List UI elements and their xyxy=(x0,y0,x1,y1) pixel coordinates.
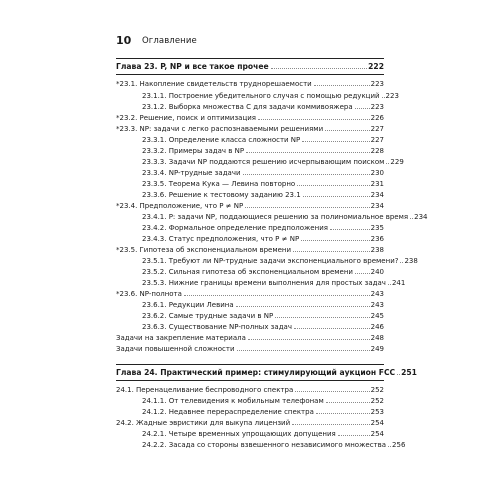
toc-page: 251 xyxy=(401,368,417,377)
toc-subsection-24-2-1[interactable] xyxy=(142,429,384,439)
toc-leader xyxy=(303,196,370,197)
toc-title: 23.4.3. Статус предположения, что P ≠ NP xyxy=(142,235,300,243)
toc-page: 254 xyxy=(370,419,384,427)
page-number: 10 xyxy=(116,34,132,47)
toc-page: 240 xyxy=(370,268,384,276)
toc-title: 24.2.2. Засада со стороны взвешенного независимого множества xyxy=(142,441,387,449)
toc-page: 252 xyxy=(370,397,384,405)
toc-title: 23.3.3. Задачи NP поддаются решению исчерпывающим поиском xyxy=(142,158,385,166)
toc-page: 223 xyxy=(370,80,384,88)
toc-subsection-24-2-2[interactable] xyxy=(142,440,406,450)
toc-leader xyxy=(326,402,370,403)
toc-title: 24.1.1. От телевидения к мобильным телефонам xyxy=(142,397,324,405)
toc-leader xyxy=(184,295,370,296)
toc-subsection-23-6-2[interactable] xyxy=(142,311,384,321)
toc-exercises[interactable] xyxy=(116,333,384,343)
toc-page: 234 xyxy=(370,191,384,199)
toc-page: 235 xyxy=(370,224,384,232)
toc-subsection-23-5-2[interactable] xyxy=(142,267,384,277)
toc-title: 23.3.4. NP-трудные задачи xyxy=(142,169,241,177)
toc-subsection-23-4-2[interactable] xyxy=(142,223,384,233)
toc-chapter-23[interactable] xyxy=(116,62,384,72)
toc-title: 23.6.3. Существование NP-полных задач xyxy=(142,323,292,331)
toc-page: 223 xyxy=(385,92,399,100)
toc-section-24-1[interactable] xyxy=(116,385,384,395)
toc-subsection-23-4-1[interactable] xyxy=(142,212,428,222)
toc-title: 24.2.1. Четыре временных упрощающих допущения xyxy=(142,430,336,438)
toc-title: 24.1. Перенацеливание беспроводного спектра xyxy=(116,386,294,394)
toc-page: 223 xyxy=(370,103,384,111)
toc-title: 23.4.2. Формальное определение предположения xyxy=(142,224,328,232)
toc-leader xyxy=(258,119,370,120)
toc-title: Задачи на закрепление материала xyxy=(116,334,246,342)
toc-subsection-23-3-6[interactable] xyxy=(142,190,384,200)
toc-page: 256 xyxy=(392,441,406,449)
toc-leader xyxy=(237,350,370,351)
toc-leader xyxy=(236,306,370,307)
toc-leader xyxy=(330,229,370,230)
toc-leader xyxy=(295,391,369,392)
toc-title: *23.5. Гипотеза об экспоненциальном времени xyxy=(116,246,292,254)
toc-page: 229 xyxy=(390,158,404,166)
toc-leader xyxy=(292,424,369,425)
toc-title: *23.6. NP-полнота xyxy=(116,290,182,298)
toc-section-23-6[interactable] xyxy=(116,289,384,299)
toc-leader xyxy=(245,207,369,208)
toc-leader xyxy=(243,174,370,175)
toc-page: 228 xyxy=(370,147,384,155)
toc-leader xyxy=(271,68,368,69)
chapter-23-bottom-rule xyxy=(116,74,384,75)
toc-page: 254 xyxy=(370,430,384,438)
toc-leader xyxy=(410,218,413,219)
toc-subsection-23-3-4[interactable] xyxy=(142,168,384,178)
toc-page: 227 xyxy=(370,125,384,133)
toc-chapter-24[interactable] xyxy=(116,368,417,378)
toc-page: 246 xyxy=(370,323,384,331)
toc-title: 23.3.6. Решение к тестовому заданию 23.1 xyxy=(142,191,301,199)
toc-leader xyxy=(301,240,369,241)
toc-title: *23.1. Накопление свидетельств трудноpешаемости xyxy=(116,80,312,88)
toc-leader xyxy=(355,108,370,109)
toc-page: 226 xyxy=(370,114,384,122)
toc-title: 23.6.1. Редукции Левина xyxy=(142,301,234,309)
toc-title: 23.5.3. Нижние границы времени выполнения для простых задач xyxy=(142,279,386,287)
toc-title: 23.6.2. Самые трудные задачи в NP xyxy=(142,312,274,320)
toc-leader xyxy=(314,85,370,86)
toc-subsection-23-5-3[interactable] xyxy=(142,278,406,288)
toc-title: 24.2. Жадные эвристики для выкупа лицензий xyxy=(116,419,291,427)
toc-title: 23.3.2. Примеры задач в NP xyxy=(142,147,245,155)
toc-section-23-1[interactable] xyxy=(116,79,384,89)
toc-section-24-2[interactable] xyxy=(116,418,384,428)
toc-leader xyxy=(294,328,370,329)
toc-page: 243 xyxy=(370,290,384,298)
toc-leader xyxy=(316,413,370,414)
toc-page: 241 xyxy=(391,279,406,287)
toc-subsection-23-3-3[interactable] xyxy=(142,157,404,167)
toc-leader xyxy=(386,163,389,164)
toc-subsection-24-1-1[interactable] xyxy=(142,396,384,406)
toc-section-23-3[interactable] xyxy=(116,124,384,134)
toc-page: 236 xyxy=(370,235,384,243)
toc-leader xyxy=(388,446,391,447)
toc-page: 222 xyxy=(368,62,384,71)
toc-subsection-23-4-3[interactable] xyxy=(142,234,384,244)
toc-page: 243 xyxy=(370,301,384,309)
toc-title: *23.3. NP: задачи с легко распознаваемыми решениями xyxy=(116,125,324,133)
toc-title: Задачи повышенной сложности xyxy=(116,345,235,353)
toc-title: 23.4.1. P: задачи NP, поддающиеся решению за полиномиальное время xyxy=(142,213,409,221)
toc-subsection-23-3-2[interactable] xyxy=(142,146,384,156)
toc-subsection-24-1-2[interactable] xyxy=(142,407,384,417)
toc-title: *23.4. Предположение, что P ≠ NP xyxy=(116,202,244,210)
toc-subsection-23-3-5[interactable] xyxy=(142,179,384,189)
toc-subsection-23-3-1[interactable] xyxy=(142,135,384,145)
toc-leader xyxy=(388,284,391,285)
toc-page: 253 xyxy=(370,408,384,416)
toc-section-23-4[interactable] xyxy=(116,201,384,211)
toc-leader xyxy=(400,262,403,263)
toc-page: 249 xyxy=(370,345,384,353)
toc-leader xyxy=(302,141,369,142)
toc-subsection-23-6-1[interactable] xyxy=(142,300,384,310)
toc-title: 23.3.1. Определение класса сложности NP xyxy=(142,136,301,144)
toc-leader xyxy=(293,251,370,252)
toc-page: 248 xyxy=(370,334,384,342)
toc-section-23-2[interactable] xyxy=(116,113,384,123)
toc-subsection-23-1-1[interactable] xyxy=(142,91,399,101)
toc-page: 234 xyxy=(370,202,384,210)
toc-leader xyxy=(355,273,370,274)
toc-title: *23.2. Решение, поиск и оптимизация xyxy=(116,114,256,122)
toc-title: 24.1.2. Недавнее перераспределение спектра xyxy=(142,408,314,416)
chapter-23-top-rule xyxy=(116,58,384,59)
running-head: Оглавление xyxy=(142,36,197,46)
toc-leader xyxy=(397,374,400,375)
toc-page: 245 xyxy=(370,312,384,320)
toc-title: 23.5.1. Требуют ли NP-трудные задачи экспоненциального времени? xyxy=(142,257,399,265)
toc-leader xyxy=(246,152,370,153)
toc-page: 231 xyxy=(370,180,384,188)
toc-subsection-23-5-1[interactable] xyxy=(142,256,418,266)
toc-page: 252 xyxy=(370,386,384,394)
toc-page: 238 xyxy=(370,246,384,254)
toc-title: 23.1.2. Выборка множества C для задачи коммивояжера xyxy=(142,103,353,111)
toc-leader xyxy=(297,185,369,186)
toc-page: 234 xyxy=(414,213,428,221)
toc-title: 23.3.5. Теорема Кука — Левина повторно xyxy=(142,180,296,188)
toc-subsection-23-1-2[interactable] xyxy=(142,102,384,112)
toc-leader xyxy=(338,435,370,436)
toc-leader xyxy=(325,130,369,131)
toc-section-23-5[interactable] xyxy=(116,245,384,255)
toc-page: 227 xyxy=(370,136,384,144)
toc-title: Глава 23. P, NP и все такое прочее xyxy=(116,62,269,71)
toc-title: 23.1.1. Построение убедительного случая с помощью редукций xyxy=(142,92,380,100)
chapter-24-top-rule xyxy=(116,364,384,365)
toc-title: 23.5.2. Сильная гипотеза об экспоненциальном времени xyxy=(142,268,353,276)
toc-title: Глава 24. Практический пример: стимулирующий аукцион FCC xyxy=(116,368,396,377)
toc-page: 238 xyxy=(404,257,418,265)
toc-page: 230 xyxy=(370,169,384,177)
toc-subsection-23-6-3[interactable] xyxy=(142,322,384,332)
toc-leader xyxy=(382,97,385,98)
toc-leader xyxy=(275,317,369,318)
toc-advanced-problems[interactable] xyxy=(116,344,384,354)
chapter-24-bottom-rule xyxy=(116,380,384,381)
toc-leader xyxy=(248,339,370,340)
